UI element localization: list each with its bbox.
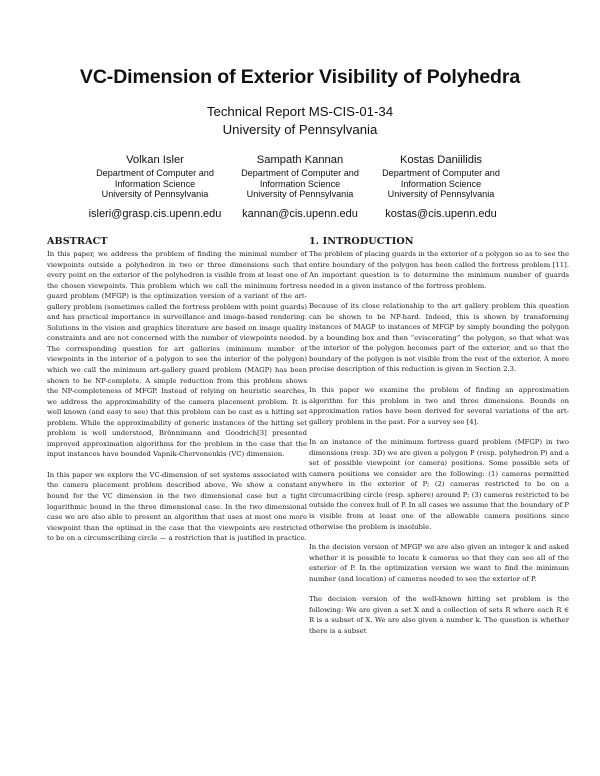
author-dept: Department of Computer and: [96, 168, 214, 178]
author-email: kannan@cis.upenn.edu: [242, 207, 358, 220]
author-dept: Information Science: [259, 178, 341, 189]
author-email: kostas@cis.upenn.edu: [385, 207, 497, 220]
author-name: Kostas Daniilidis: [399, 154, 483, 166]
author-name: Volkan Isler: [126, 154, 184, 166]
author-block: [356, 154, 526, 221]
intro-paragraph: In the decision version of MFGP we are also given an integer k and asked whether it is possible to locate k cameras so that they can see all of the exterior of P. In the optimization version we want to find the minimum number (and location) of cameras needed to see the exterior of P.: [309, 543, 569, 583]
author-univ: University of Pennsylvania: [246, 189, 354, 200]
intro-paragraph: In an instance of the minimum fortress guard problem (MFGP) in two dimensions (resp. 3D) we are given a polygon P (resp. polyhedron P) and a set of possible viewpoint (or camera) positions. Some possible sets of camera positions we consider are the following: (1) cameras permitted anywhere in the exterior of P; (2) cameras restricted to be on a circumscribing circle (resp. sphere) around P; (3) cameras restricted to be outside the convex hull of P. In all cases we assume that the boundary of P is visible from at least one of the allowable camera positions since otherwise the problem is insoluble.: [309, 438, 569, 531]
author-email: isleri@grasp.cis.upenn.edu: [88, 207, 222, 220]
institution: University of Pennsylvania: [222, 122, 378, 137]
intro-paragraph: The decision version of the well-known hitting set problem is the following: We are given a set X and a collection of sets R where each R ∈ R is a subset of X. We are also given a number k. The question is whether there is a subset: [309, 595, 569, 635]
right-column: [309, 236, 569, 647]
abstract-paragraph: In this paper we explore the VC-dimension of set systems associated with the camera placement problem described above. We show a constant bound for the VC dimension in the two dimensional case but a tight logarithmic bound in the three dimensional case. In the two dimensional case we are also able to present an algorithm that uses at most one more viewpoint than the optimal in the case that the viewpoints are restricted to be on a circumscribing circle — a restriction that is justified in practice.: [47, 470, 307, 543]
intro-paragraph: In this paper we examine the problem of finding an approximation algorithm for this problem in two and three dimensions. Bounds on approximation ratios have been derived for several variations of the art-gallery problem in the past. For a survey see [4].: [309, 386, 569, 426]
paper-title: VC-Dimension of Exterior Visibility of Polyhedra: [79, 66, 521, 88]
author-dept: Information Science: [400, 178, 482, 189]
introduction-heading: 1. INTRODUCTION: [309, 236, 414, 247]
author-univ: University of Pennsylvania: [101, 189, 209, 200]
author-name: Sampath Kannan: [256, 154, 344, 166]
abstract-paragraph: In this paper, we address the problem of finding the minimal number of viewpoints outside a polyhedron in two or three dimensions such that every point on the exterior of the polyhedron is visible from at least one of the chosen viewpoints. This problem which we call the minimum fortress guard problem (MFGP) is the optimization version of a variant of the art-gallery problem (sometimes called the fortress problem with point guards) and has practical importance in surveillance and image-based rendering. Solutions in the vision and graphics literature are based on image quality constraints and are not concerned with the number of viewpoints needed. The corresponding question for art galleries (minimum number of viewpoints in the interior of a polygon to see the interior of the polygon) which we call the minimum art-gallery guard problem (MAGP) has been shown to be NP-complete. A simple reduction from this problem shows the NP-completeness of MFGP. Instead of relying on heuristic searches, we address the approximability of the camera placement problem. It is well known (and easy to see) that this problem can be cast as a hitting set problem. While the approximability of generic instances of the hitting set problem is well understood, Brönnimann and Goodrich[3] presented improved approximation algorithms for the problem in the case that the input instances have bounded Vapnik-Chervonenkis (VC) dimension.: [47, 250, 307, 459]
author-dept: Department of Computer and: [382, 168, 500, 178]
author-univ: University of Pennsylvania: [387, 189, 495, 200]
author-dept: Department of Computer and: [241, 168, 359, 178]
author-dept: Information Science: [114, 178, 196, 189]
abstract-heading: ABSTRACT: [47, 236, 108, 247]
left-column: [47, 236, 307, 554]
report-number: Technical Report MS-CIS-01-34: [206, 104, 394, 119]
intro-paragraph: Because of its close relationship to the art gallery problem this question can be shown to be NP-hard. Indeed, this is shown by transforming instances of MAGP to instances of MFGP by simply bounding the polygon by a bounding box and then “eviscerating” the polygon, so that what was the interior of the polygon becomes part of the exterior, and so that the boundary of the polygon is not visible from the rest of the exterior. A more precise description of this reduction is given in Section 2.3.: [309, 302, 569, 374]
intro-paragraph: The problem of placing guards in the exterior of a polygon so as to see the entire boundary of the polygon has been called the fortress problem [11]. An important question is to determine the minimum number of guards needed in a given instance of the fortress problem.: [309, 250, 569, 290]
